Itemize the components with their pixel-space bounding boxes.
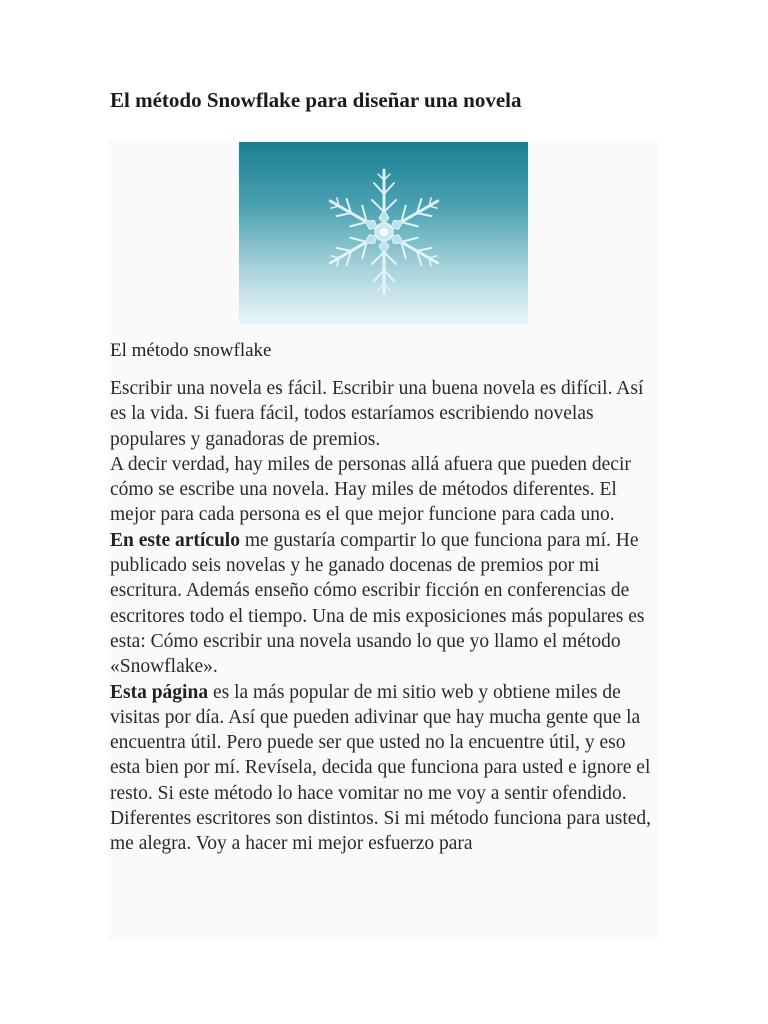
- paragraph-text: me gustaría compartir lo que funciona para mí. He publicado seis novelas y he ganado docenas de premios por mi escritura. Además enseño cómo escribir ficción en conferencias de escritores todo el tiempo. Una de mis exposiciones más populares es esta: Cómo escribir una novela usando lo que yo llamo el método «Snowflake».: [110, 529, 645, 678]
- paragraph: [110, 452, 658, 528]
- paragraph: [110, 376, 658, 452]
- snowflake-image: [239, 142, 528, 324]
- paragraph-text: es la más popular de mi sitio web y obtiene miles de visitas por día. Así que pueden adivinar que hay mucha gente que la encuentra útil. Pero puede ser que usted no la encuentre útil, y eso esta bien por mí. Revísela, decida que funciona para usted e ignore el resto. Si este método lo hace vomitar no me voy a sentir ofendido. Diferentes escritores son distintos. Si mi método funciona para usted, me alegra. Voy a hacer mi mejor esfuerzo para: [110, 681, 652, 855]
- snowflake-icon: [239, 142, 528, 324]
- paragraph-text: Escribir una novela es fácil. Escribir una buena novela es difícil. Así es la vida. Si fuera fácil, todos estaríamos escribiendo novelas populares y ganadoras de premios.: [110, 378, 644, 450]
- page-title: El método Snowflake para diseñar una novela: [110, 88, 522, 112]
- article-text: [110, 376, 658, 857]
- document-body: [108, 140, 658, 940]
- image-caption: El método snowflake: [110, 340, 272, 361]
- paragraph-lead: Esta página: [110, 681, 209, 703]
- paragraph: [110, 680, 658, 857]
- paragraph-lead: En este artículo: [110, 529, 240, 551]
- paragraph: [110, 528, 658, 680]
- paragraph-text: A decir verdad, hay miles de personas allá afuera que pueden decir cómo se escribe una novela. Hay miles de métodos diferentes. El mejor para cada persona es el que mejor funcione para cada uno.: [110, 453, 631, 526]
